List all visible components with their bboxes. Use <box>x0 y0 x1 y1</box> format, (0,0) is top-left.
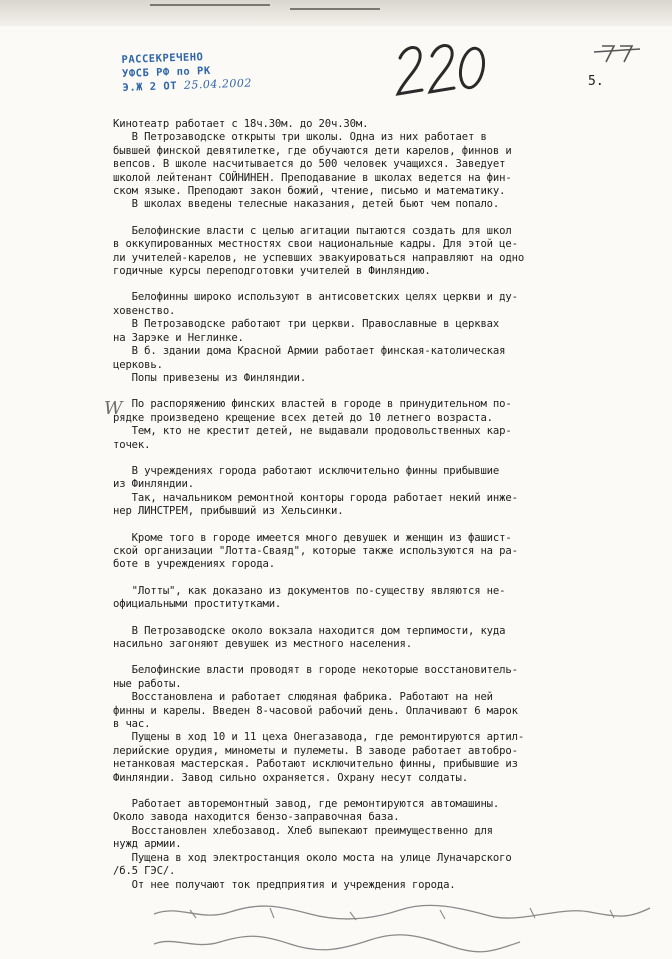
margin-mark-w: W <box>104 398 123 419</box>
stamp-date: 25.04.2002 <box>183 76 253 92</box>
corner-number-handwritten <box>592 42 642 64</box>
paragraph-gap <box>113 785 635 798</box>
scan-mark <box>150 4 270 6</box>
scan-mark <box>290 8 380 10</box>
text-line: "Лотты", как доказано из документов по-существу являются не- <box>113 584 506 597</box>
text-line: В учреждениях города работают исключительно финны прибывшие <box>113 464 500 477</box>
stamp-line-3: Э.Ж 2 ОТ 25.04.2002 <box>122 76 253 94</box>
text-line: Восстановлен хлебозавод. Хлеб выпекают преимущественно для <box>113 824 493 837</box>
text-line: От нее получают ток предприятия и учреждения города. <box>113 878 456 891</box>
text-line: Белофинские власти проводят в городе некоторые восстановитель- <box>113 664 518 677</box>
text-line: в оккупированных местностях свои национальные кадры. Для этой це- <box>113 238 518 251</box>
text-line: финны и карелы. Введен 8-часовой рабочий день. Оплачивают 6 марок <box>113 704 518 717</box>
text-line: В школах введены телесные наказания, детей бьют чем попало. <box>113 198 500 211</box>
text-line: школой лейтенант СОЙНИНЕН. Преподавание в школах ведется на фин- <box>113 171 512 184</box>
text-line: В Петрозаводске работают три церкви. Православные в церквах <box>113 318 500 331</box>
text-line: ском языке. Преподают закон божий, чтение, письмо и математику. <box>113 185 506 198</box>
text-line: Так, начальником ремонтной конторы города работает некий инже- <box>113 491 518 504</box>
paragraph-gap <box>113 519 635 532</box>
stamp-line-1: РАССЕКРЕЧЕНО <box>121 51 204 66</box>
text-line: Кинотеатр работает с 18ч.30м. до 20ч.30м. <box>113 118 369 130</box>
page-number: 5. <box>588 74 604 89</box>
paragraph-gap <box>113 572 635 585</box>
text-line: Попы привезены из Финляндии. <box>113 371 307 384</box>
text-line: церковь. <box>113 358 163 371</box>
text-line: Финляндии. Завод сильно охраняется. Охрану несут солдаты. <box>113 771 468 784</box>
text-line: нужд армии. <box>113 838 182 851</box>
scanned-top-edge <box>0 0 672 26</box>
text-line: рядке произведено крещение всех детей до 10 летнего возраста. <box>113 411 493 424</box>
paragraph-gap <box>113 385 635 398</box>
paragraph-gap <box>113 212 635 225</box>
text-line: лерийские орудия, минометы и пулеметы. В заводе работает автобро- <box>113 744 518 757</box>
declassified-stamp <box>121 47 292 95</box>
handwritten-note-scribble <box>150 900 655 956</box>
text-line: В б. здании дома Красной Армии работает финская-католическая <box>113 345 506 358</box>
text-line: В Петрозаводске около вокзала находится дом терпимости, куда <box>113 624 506 637</box>
text-line: на Зарэке и Неглинке. <box>113 331 244 344</box>
paragraph-gap <box>113 278 635 291</box>
text-line: ные работы. <box>113 677 182 690</box>
paragraph-gap <box>113 452 635 465</box>
text-line: бывшей финской девятилетке, где обучаются дети карелов, финнов и <box>113 144 512 157</box>
text-line: Около завода находится бензо-заправочная база. <box>113 811 400 824</box>
text-line: Пущена в ход электростанция около моста на улице Луначарского <box>113 851 512 864</box>
text-line: Тем, кто не крестит детей, не выдавали продовольственных кар- <box>113 425 512 438</box>
text-line: Белофинские власти с целью агитации пытаются создать для школ <box>113 224 512 237</box>
text-line: ховенство. <box>113 304 176 317</box>
text-line: официальными проститутками. <box>113 598 282 611</box>
text-line: насильно загоняют девушек из местного населения. <box>113 638 412 650</box>
text-line: В Петрозаводске открыты три школы. Одна из них работает в <box>113 131 487 144</box>
archive-number-handwritten <box>392 36 492 102</box>
text-line: нетанковая мастерская. Работают исключительно финны, прибывшие из <box>113 758 518 771</box>
text-line: ли учителей-карелов, не успевших эвакуироваться направляют на одно <box>113 251 525 264</box>
text-line: в час. <box>113 718 151 731</box>
text-line: Пущены в ход 10 и 11 цеха Онегазавода, где ремонтируются артил- <box>113 731 525 744</box>
text-line: боте в учреждениях города. <box>113 558 275 571</box>
stamp-line-2: УФСБ РФ по РК <box>121 64 211 80</box>
text-line: из Финляндии. <box>113 478 194 491</box>
text-line: нер ЛИНСТРЕМ, прибывший из Хельсинки. <box>113 505 344 518</box>
text-line: Белофинны широко используют в антисоветских целях церкви и ду- <box>113 291 518 304</box>
text-line: вепсов. В школе насчитывается до 500 человек учащихся. Заведует <box>113 158 506 171</box>
document-body <box>113 118 635 892</box>
text-line: Работает авторемонтный завод, где ремонтируются автомашины. <box>113 798 500 811</box>
text-line: точек. <box>113 438 151 451</box>
paragraph-gap <box>113 651 635 664</box>
text-line: По распоряжению финских властей в городе в принудительном по- <box>113 398 512 411</box>
text-line: годичные курсы переподготовки учителей в Финляндию. <box>113 265 431 278</box>
text-line: /б.5 ГЭС/. <box>113 865 176 878</box>
text-line: Кроме того в городе имеется много девушек и женщин из фашист- <box>113 531 512 544</box>
text-line: ской организации "Лотта-Сваяд", которые также используются на ра- <box>113 544 518 557</box>
paragraph-gap <box>113 612 635 625</box>
text-line: Восстановлена и работает слюдяная фабрика. Работают на ней <box>113 691 493 704</box>
